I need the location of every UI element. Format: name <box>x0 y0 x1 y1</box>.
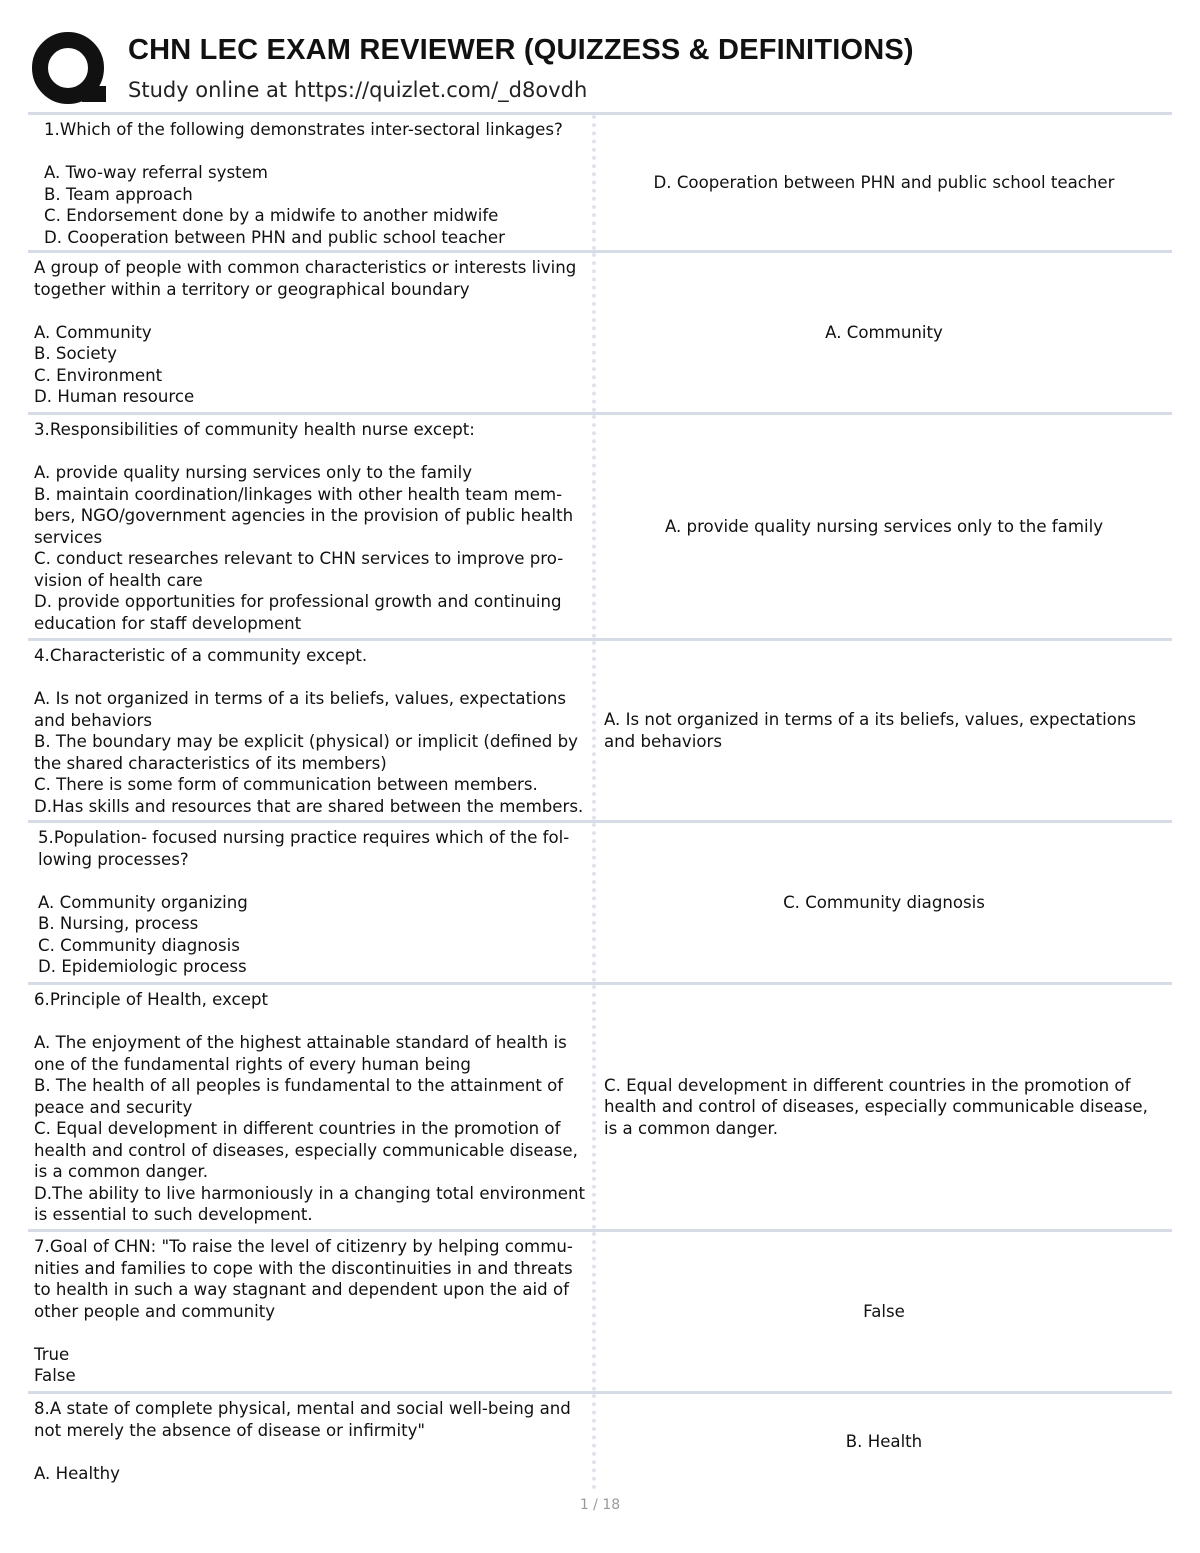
flashcard <box>28 112 1172 250</box>
flashcard <box>28 820 1172 982</box>
flashcard <box>28 638 1172 820</box>
card-definition: D. Cooperation between PHN and public school teacher <box>653 172 1115 192</box>
card-definition: False <box>863 1301 905 1321</box>
card-term: 8.A state of complete physical, mental and social well-being and not merely the absence of disease or infirmity" A. Healthy <box>28 1394 596 1489</box>
flashcard <box>28 982 1172 1229</box>
card-definition: B. Health <box>845 1431 923 1451</box>
flashcard <box>28 250 1172 412</box>
card-term: 7.Goal of CHN: "To raise the level of citizenry by helping commu-nities and families to cope with the discontinuities in and threats to health in such a way stagnant and dependent upon the aid of other people and community True False <box>28 1232 596 1391</box>
study-link[interactable]: Study online at https://quizlet.com/_d8ovdh <box>128 78 588 102</box>
flashcard <box>28 1391 1172 1489</box>
card-definition: A. Community <box>825 322 943 342</box>
card-term: 6.Principle of Health, except A. The enjoyment of the highest attainable standard of health is one of the fundamental rights of every human being B. The health of all peoples is fundamental to the attainment of peace and security C. Equal development in different countries in the promotion of health and control of diseases, especially communicable disease, is a common danger. D.The ability to live harmoniously in a changing total environment is essential to such development. <box>28 985 596 1229</box>
card-term: 5.Population- focused nursing practice requires which of the fol-lowing processes? A. Community organizing B. Nursing, process C. Community diagnosis D. Epidemiologic process <box>28 823 596 982</box>
quizlet-logo-icon <box>30 28 110 108</box>
page-header <box>30 28 1180 112</box>
card-definition: C. Community diagnosis <box>783 892 985 912</box>
flashcard <box>28 1229 1172 1391</box>
flashcard <box>28 412 1172 638</box>
card-definition: C. Equal development in different countries in the promotion of health and control of diseases, especially communicable disease, is a common danger. <box>604 1075 1154 1138</box>
page-number: 1 / 18 <box>579 1497 621 1513</box>
flashcard-list <box>28 112 1172 1489</box>
card-term: 4.Characteristic of a community except. A. Is not organized in terms of a its beliefs, values, expectations and behaviors B. The boundary may be explicit (physical) or implicit (defined by the shared characteristics of its members) C. There is some form of communication between members. D.Has skills and resources that are shared between the members. <box>28 641 596 820</box>
card-term: A group of people with common characteristics or interests living together within a territory or geographical boundary A. Community B. Society C. Environment D. Human resource <box>28 253 596 412</box>
card-term: 1.Which of the following demonstrates inter-sectoral linkages? A. Two-way referral system B. Team approach C. Endorsement done by a midwife to another midwife D. Cooperation between PHN and public school teacher <box>28 115 596 250</box>
page-title: CHN LEC EXAM REVIEWER (QUIZZESS & DEFINITIONS) <box>128 34 914 66</box>
card-definition: A. provide quality nursing services only to the family <box>664 516 1104 536</box>
card-definition: A. Is not organized in terms of a its beliefs, values, expectations and behaviors <box>604 710 1142 751</box>
card-term: 3.Responsibilities of community health nurse except: A. provide quality nursing services only to the family B. maintain coordination/linkages with other health team mem-bers, NGO/government agencies in the provision of public health services C. conduct researches relevant to CHN services to improve pro-vision of health care D. provide opportunities for professional growth and continuing education for staff development <box>28 415 596 638</box>
